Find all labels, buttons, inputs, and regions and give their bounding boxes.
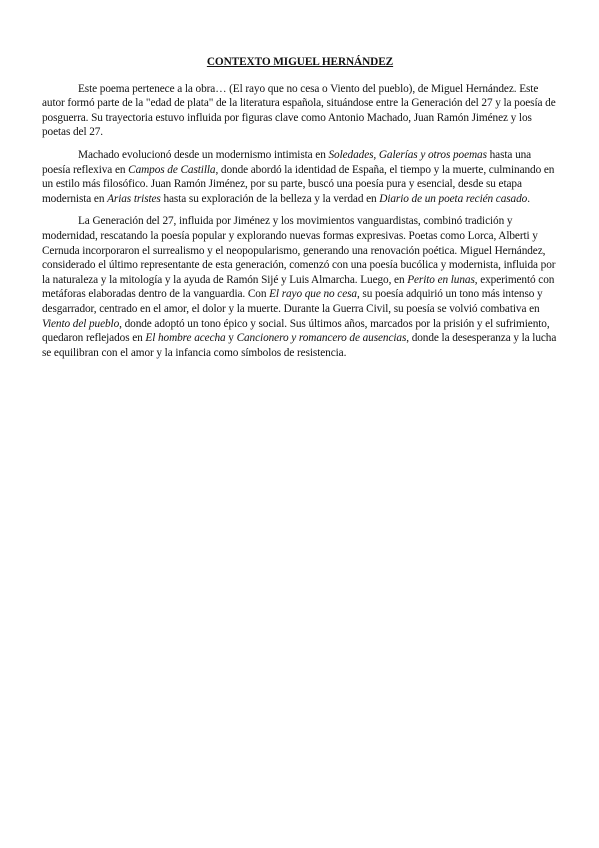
book-title: El rayo que no cesa bbox=[269, 288, 357, 301]
book-title: Soledades, Galerías y otros poemas bbox=[328, 148, 487, 161]
book-title: Campos de Castilla bbox=[128, 163, 216, 176]
paragraph-machado-jimenez bbox=[42, 148, 558, 206]
paragraph-text: hasta una poesía reflexiva en bbox=[42, 148, 532, 176]
paragraph-text: . bbox=[527, 192, 530, 205]
book-title: Cancionero y romancero de ausencias bbox=[236, 332, 407, 345]
paragraph-text: y bbox=[225, 332, 237, 345]
book-title: Viento del pueblo bbox=[42, 317, 120, 330]
paragraph-text: , donde abordó la identidad de España, el tiempo y la muerte, culminando en un estilo más filosófico. Juan Ramón Jiménez, por su parte, buscó una poesía pura y esencial, desde su etapa modernista en bbox=[42, 163, 555, 205]
paragraph-generacion-27 bbox=[42, 214, 558, 360]
paragraph-text: Este poema pertenece a la obra… (El rayo que no cesa o Viento del pueblo), de Miguel Hernández. Este autor formó parte de la "edad de plata" de la literatura española, situándose entre la Generación del 27 y la poesía de posguerra. Su trayectoria estuvo influida por figuras clave como Antonio Machado, Juan Ramón Jiménez y los poetas del 27. bbox=[42, 82, 556, 139]
book-title: Diario de un poeta recién casado bbox=[379, 192, 528, 205]
paragraph-text: , donde adoptó un tono épico y social. Sus últimos años, marcados por la prisión y el sufrimiento, quedaron reflejados en bbox=[42, 317, 550, 345]
paragraph-text: Machado evolucionó desde un modernismo intimista en bbox=[78, 148, 329, 161]
document-title: CONTEXTO MIGUEL HERNÁNDEZ bbox=[206, 56, 394, 68]
book-title: Arias tristes bbox=[107, 192, 161, 205]
book-title: El hombre acecha bbox=[145, 332, 226, 345]
paragraph-text: , donde la desesperanza y la lucha se equilibran con el amor y la infancia como símbolos de resistencia. bbox=[42, 332, 557, 359]
paragraph-text: , su poesía adquirió un tono más intenso y desgarrador, centrado en el amor, el dolor y la muerte. Durante la Guerra Civil, su poesía se volvió combativa en bbox=[42, 288, 543, 315]
book-title: Perito en lunas bbox=[407, 273, 475, 286]
paragraph-intro bbox=[42, 82, 558, 140]
paragraph-text: , experimentó con metáforas elaboradas dentro de la vanguardia. Con bbox=[42, 273, 555, 301]
paragraph-text: hasta su exploración de la belleza y la verdad en bbox=[160, 192, 380, 205]
document-page bbox=[42, 55, 558, 368]
paragraph-text: La Generación del 27, influida por Jiménez y los movimientos vanguardistas, combinó tradición y modernidad, rescatando la poesía popular y explorando nuevas formas expresivas. Poetas como Lorca, Alberti y Cernuda incorporaron el surrealismo y el neopopularismo, generando una renovación poética. Miguel Hernández, considerado el último representante de esta generación, comenzó con una poesía bucólica y modernista, influida por la naturaleza y la mitología y la ayuda de Ramón Sijé y Luis Almarcha. Luego, en bbox=[42, 215, 556, 286]
